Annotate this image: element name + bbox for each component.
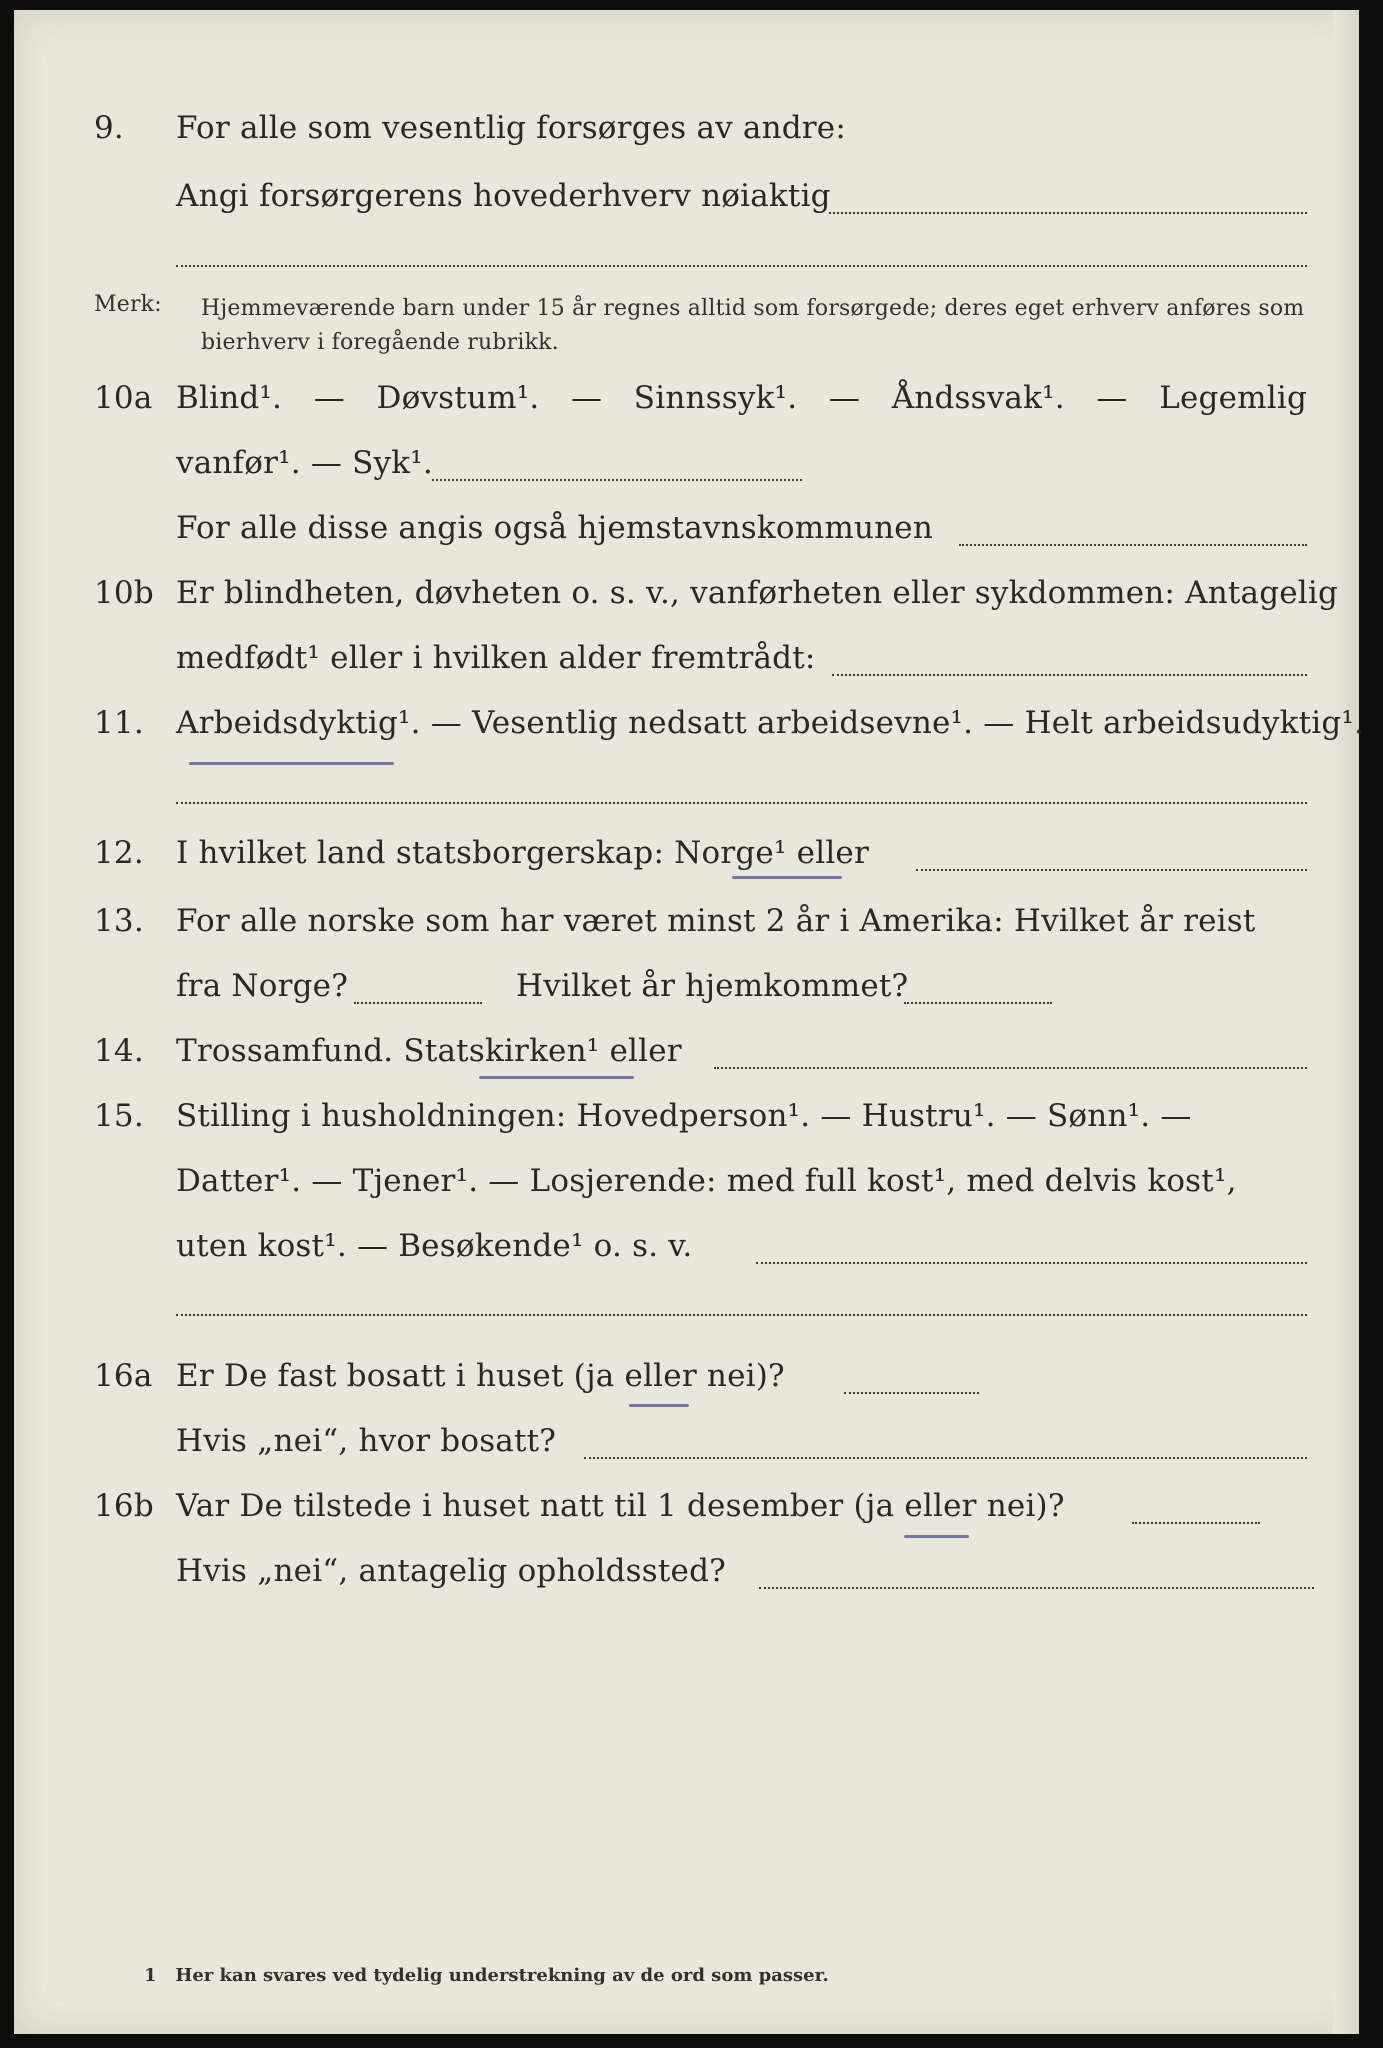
q10a-syk-field[interactable] (432, 479, 802, 481)
q15-line3 (14, 1228, 1359, 1288)
q9-text-2: Angi forsørgerens hovederhverv nøiaktig (176, 178, 831, 214)
q12-text: I hvilket land statsborgerskap: Norge¹ eller (176, 835, 869, 871)
q11-line1 (14, 705, 1365, 765)
q9-answer-line[interactable] (176, 265, 1307, 267)
q16b-opholdssted-field[interactable] (759, 1587, 1314, 1589)
option-andssvak[interactable]: Åndssvak¹. (891, 380, 1065, 416)
q10b-text-1: Er blindheten, døvheten o. s. v., vanførheten eller sykdommen: Antagelig (176, 575, 1339, 611)
census-form-sheet (14, 10, 1365, 2034)
q16b-line1 (14, 1488, 1359, 1548)
q10b-text-2: medfødt¹ eller i hvilken alder fremtrådt: (176, 640, 816, 676)
handwritten-underline (189, 762, 394, 765)
q16b-line2 (14, 1553, 1359, 1613)
footnote-mark: 1 (144, 1965, 157, 1986)
q16a-bosatt-field[interactable] (584, 1457, 1307, 1459)
q10a-text-1 (176, 380, 1307, 416)
q10a-number: 10a (94, 380, 153, 416)
q12-line1 (14, 835, 1359, 895)
footnote (144, 1965, 829, 1986)
q10b-answer-field[interactable] (832, 674, 1307, 676)
q9-answer-field[interactable] (829, 212, 1307, 214)
merk-text: Hjemmeværende barn under 15 år regnes alltid som forsørgede; deres eget erhverv anføres som bierhverv i foregående rubrikk. (201, 296, 1305, 355)
dash: — (570, 380, 603, 416)
q10b-line2 (14, 640, 1359, 700)
q12-answer-field[interactable] (916, 869, 1307, 871)
q13-text-2b: Hvilket år hjemkommet? (516, 968, 909, 1004)
q10b-number: 10b (94, 575, 154, 611)
merk-label: Merk: (94, 292, 162, 317)
q13-reist-field[interactable] (354, 1002, 482, 1004)
q15-number: 15. (94, 1098, 144, 1134)
q10a-line1 (14, 380, 1359, 440)
handwritten-underline (629, 1404, 689, 1407)
merk-note (14, 292, 1359, 372)
q10a-text-3: For alle disse angis også hjemstavnskommunen (176, 510, 933, 546)
q14-number: 14. (94, 1033, 144, 1069)
option-legemlig[interactable]: Legemlig (1159, 380, 1307, 416)
q9-text-1: For alle som vesentlig forsørges av andre: (176, 110, 846, 146)
dash: — (828, 380, 861, 416)
handwritten-underline (904, 1535, 969, 1538)
q12-number: 12. (94, 835, 144, 871)
option-dovstum[interactable]: Døvstum¹. (376, 380, 540, 416)
q16a-number: 16a (94, 1358, 153, 1394)
q10b-line1 (14, 575, 1359, 635)
q13-line1 (14, 903, 1359, 963)
handwritten-underline (732, 876, 842, 879)
q14-line1 (14, 1033, 1359, 1093)
q16a-line1 (14, 1358, 1359, 1418)
q14-text: Trossamfund. Statskirken¹ eller (176, 1033, 682, 1069)
q15-text-2: Datter¹. — Tjener¹. — Losjerende: med full kost¹, med delvis kost¹, (176, 1163, 1237, 1199)
q16b-answer-field[interactable] (1132, 1522, 1260, 1524)
q16a-line2 (14, 1423, 1359, 1483)
q15-text-1: Stilling i husholdningen: Hovedperson¹. — Hustru¹. — Sønn¹. — (176, 1098, 1192, 1134)
q11-answer-line[interactable] (176, 802, 1307, 804)
q15-line1 (14, 1098, 1359, 1158)
q16a-answer-field[interactable] (844, 1392, 979, 1394)
footnote-text: Her kan svares ved tydelig understrekning av de ord som passer. (175, 1965, 829, 1986)
dash: — (313, 380, 345, 416)
q16b-number: 16b (94, 1488, 154, 1524)
dash: — (1096, 380, 1128, 416)
q9-number: 9. (94, 110, 124, 146)
handwritten-underline (479, 1076, 634, 1079)
q9-line2 (14, 178, 1359, 238)
q15-answer-line[interactable] (176, 1314, 1307, 1316)
q10a-text-2: vanfør¹. — Syk¹. (176, 445, 433, 481)
option-blind[interactable]: Blind¹. (176, 380, 283, 416)
q16b-text-2: Hvis „nei“, antagelig opholdssted? (176, 1553, 726, 1589)
q13-text-2a: fra Norge? (176, 968, 349, 1004)
q10a-line3 (14, 510, 1359, 570)
q15-line2 (14, 1163, 1359, 1223)
q14-answer-field[interactable] (714, 1067, 1307, 1069)
q10a-line2 (14, 445, 1359, 505)
q15-answer-field[interactable] (756, 1262, 1307, 1264)
option-sinnssyk[interactable]: Sinnssyk¹. (633, 380, 798, 416)
hjemstavn-field[interactable] (959, 544, 1307, 546)
q16b-text-1: Var De tilstede i huset natt til 1 desember (ja eller nei)? (176, 1488, 1065, 1524)
q13-text-1: For alle norske som har været minst 2 år i Amerika: Hvilket år reist (176, 903, 1256, 939)
q13-number: 13. (94, 903, 144, 939)
q9-line1 (14, 110, 1359, 170)
q15-text-3: uten kost¹. — Besøkende¹ o. s. v. (176, 1228, 693, 1264)
q11-number: 11. (94, 705, 144, 741)
q11-text: Arbeidsdyktig¹. — Vesentlig nedsatt arbeidsevne¹. — Helt arbeidsudyktig¹. (176, 705, 1365, 741)
q16a-text-2: Hvis „nei“, hvor bosatt? (176, 1423, 557, 1459)
q16a-text-1: Er De fast bosatt i huset (ja eller nei)? (176, 1358, 785, 1394)
q13-line2 (14, 968, 1359, 1028)
q13-hjemkommet-field[interactable] (904, 1002, 1052, 1004)
